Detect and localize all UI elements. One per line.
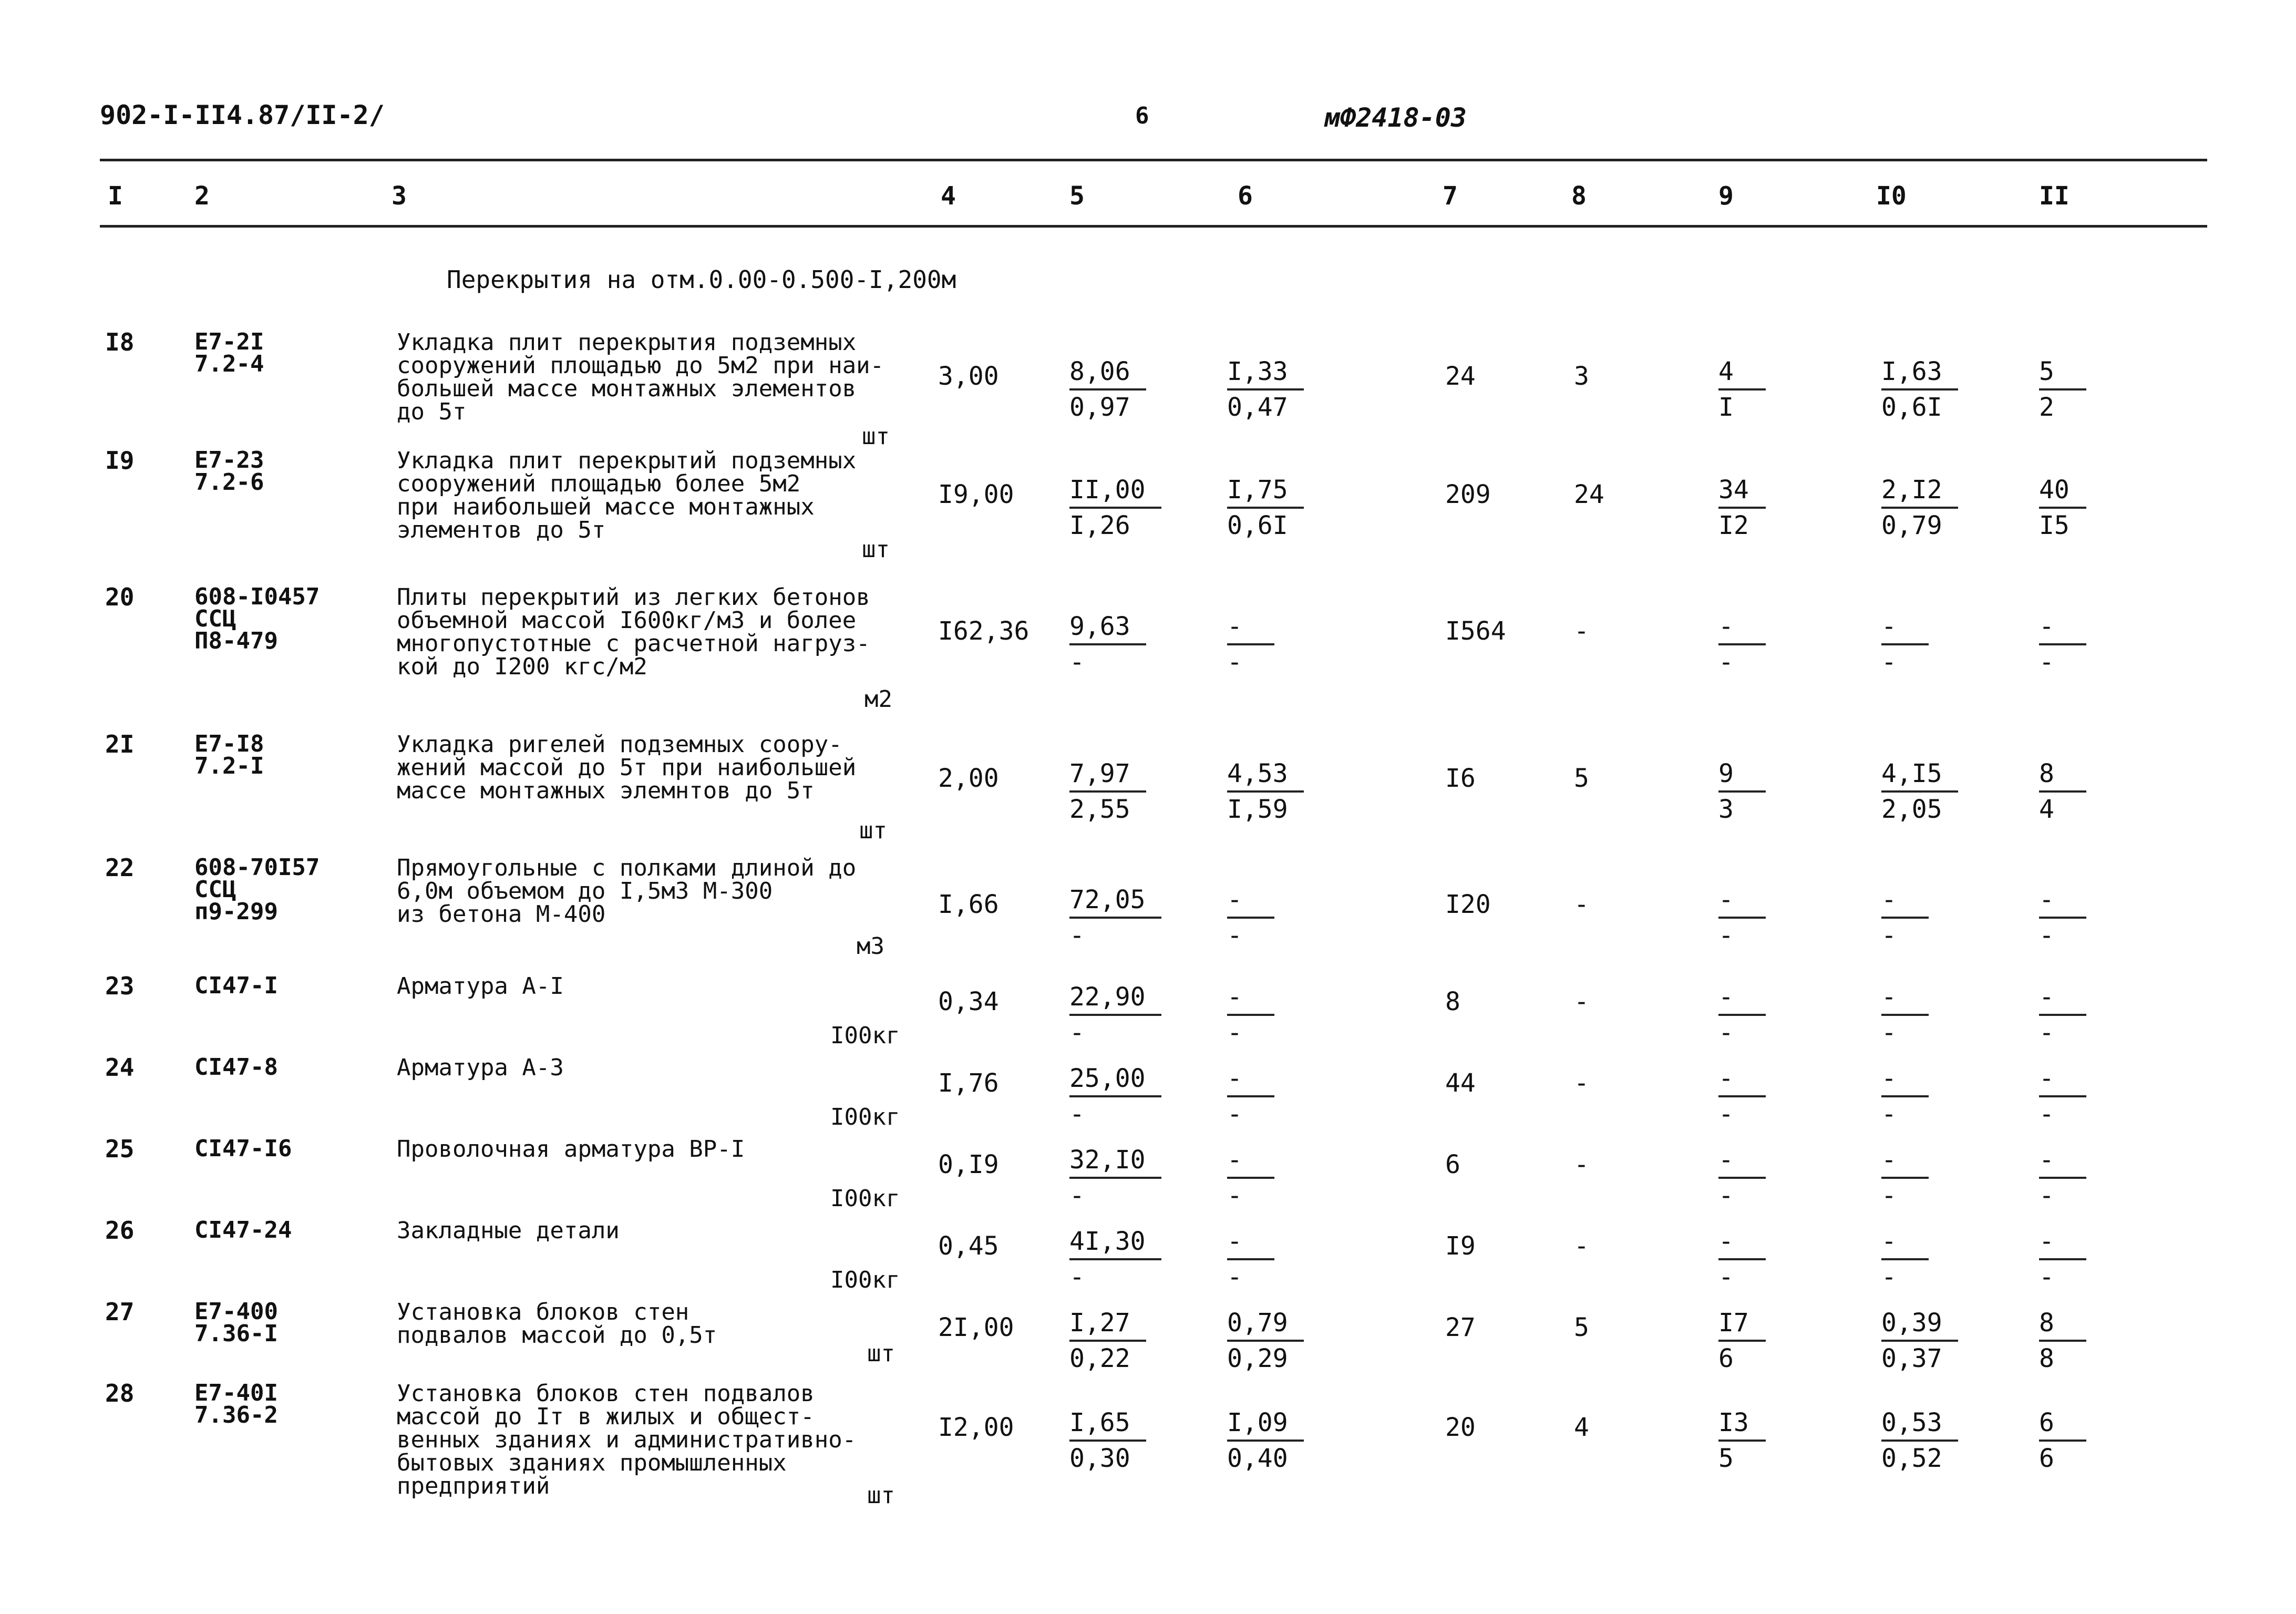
price-code: E7-40I 7.36-2 <box>194 1380 278 1428</box>
wage-total: - <box>1574 987 1589 1016</box>
total-cost: 209 <box>1445 480 1491 509</box>
fraction-denominator: I2 <box>1718 511 1749 540</box>
fraction-v10 <box>1881 980 1929 1050</box>
fraction-numerator: - <box>1718 610 1766 645</box>
fraction-denominator: - <box>1069 1099 1085 1129</box>
fraction-numerator: - <box>1881 610 1929 645</box>
total-cost: 6 <box>1445 1150 1460 1179</box>
total-cost: I20 <box>1445 890 1491 919</box>
fraction-numerator: - <box>1718 980 1766 1016</box>
fraction-v9 <box>1718 980 1766 1050</box>
column-number-7: 7 <box>1443 181 1458 211</box>
fraction-denominator: 4 <box>2039 795 2054 824</box>
quantity: I9,00 <box>938 480 1014 509</box>
fraction-denominator: - <box>1881 1099 1897 1129</box>
fraction-numerator: I3 <box>1718 1406 1766 1442</box>
fraction-numerator: - <box>1718 1062 1766 1097</box>
fraction-numerator: 8 <box>2039 757 2086 793</box>
fraction-denominator: - <box>1718 1181 1734 1210</box>
fraction-numerator: - <box>1227 1143 1274 1179</box>
unit-of-measure: шт <box>867 1340 895 1367</box>
fraction-v10 <box>1881 1306 1958 1375</box>
total-cost: I6 <box>1445 764 1476 793</box>
fraction-v9 <box>1718 610 1766 679</box>
wage-total: 24 <box>1574 480 1604 509</box>
fraction-numerator: 0,53 <box>1881 1406 1958 1442</box>
quantity: 0,34 <box>938 987 999 1016</box>
wage-total: 4 <box>1574 1413 1589 1442</box>
fraction-numerator: - <box>1227 610 1274 645</box>
fraction-numerator: 2,I2 <box>1881 473 1958 509</box>
column-number-4: 4 <box>941 181 956 211</box>
fraction-numerator: I,27 <box>1069 1306 1146 1342</box>
price-code: CI47-24 <box>194 1217 292 1243</box>
fraction-v9 <box>1718 1406 1766 1475</box>
price-code: CI47-8 <box>194 1054 278 1081</box>
fraction-denominator: 3 <box>1718 795 1734 824</box>
work-description: Укладка плит перекрытия подземных сооружений площадью до 5м2 при наи- большей массе монтажных элементов до 5т <box>397 329 884 425</box>
fraction-denominator: 0,40 <box>1227 1444 1288 1473</box>
fraction-denominator: - <box>1881 1262 1897 1292</box>
fraction-v5 <box>1069 1406 1146 1475</box>
fraction-denominator: - <box>2039 1099 2054 1129</box>
fraction-numerator: - <box>1881 1143 1929 1179</box>
section-title: Перекрытия на отм.0.00-0.500-I,200м <box>447 265 956 294</box>
fraction-numerator: I,09 <box>1227 1406 1304 1442</box>
fraction-denominator: 5 <box>1718 1444 1734 1473</box>
unit-of-measure: м2 <box>864 686 892 713</box>
unit-of-measure: I00кг <box>830 1267 900 1293</box>
fraction-denominator: 0,30 <box>1069 1444 1130 1473</box>
fraction-denominator: 0,52 <box>1881 1444 1942 1473</box>
fraction-v9 <box>1718 1143 1766 1212</box>
row-number: 2I <box>105 730 135 758</box>
fraction-numerator: 25,00 <box>1069 1062 1161 1097</box>
fraction-denominator: 0,97 <box>1069 393 1130 422</box>
column-number-1: I <box>108 181 123 211</box>
column-number-6: 6 <box>1238 181 1253 211</box>
fraction-numerator: 0,79 <box>1227 1306 1304 1342</box>
unit-of-measure: шт <box>862 423 890 450</box>
fraction-numerator: 32,I0 <box>1069 1143 1161 1179</box>
fraction-numerator: - <box>1881 980 1929 1016</box>
quantity: 2,00 <box>938 764 999 793</box>
fraction-denominator: I5 <box>2039 511 2070 540</box>
fraction-v6 <box>1227 1406 1304 1475</box>
fraction-v5 <box>1069 883 1161 952</box>
quantity: 3,00 <box>938 362 999 391</box>
fraction-denominator: I <box>1718 393 1734 422</box>
fraction-numerator: - <box>1881 883 1929 919</box>
fraction-v11 <box>2039 883 2086 952</box>
fraction-denominator: - <box>1227 647 1242 677</box>
document-code: 902-I-II4.87/II-2/ <box>100 100 385 130</box>
fraction-denominator: 6 <box>1718 1344 1734 1373</box>
fraction-numerator: 72,05 <box>1069 883 1161 919</box>
fraction-v6 <box>1227 1225 1274 1294</box>
row-number: 20 <box>105 583 135 611</box>
fraction-v9 <box>1718 757 1766 826</box>
fraction-v6 <box>1227 1143 1274 1212</box>
fraction-denominator: - <box>1069 921 1085 950</box>
fraction-v5 <box>1069 473 1161 542</box>
fraction-denominator: - <box>1881 921 1897 950</box>
work-description: Плиты перекрытий из легких бетонов объемной массой I600кг/м3 и более многопустотные с расчетной нагруз- кой до I200 кгс/м2 <box>397 584 870 680</box>
column-number-5: 5 <box>1069 181 1085 211</box>
fraction-v10 <box>1881 1225 1929 1294</box>
fraction-denominator: 0,29 <box>1227 1344 1288 1373</box>
unit-of-measure: шт <box>859 817 887 844</box>
fraction-numerator: - <box>2039 1062 2086 1097</box>
fraction-v11 <box>2039 1406 2086 1475</box>
quantity: I62,36 <box>938 616 1029 646</box>
quantity: 0,I9 <box>938 1150 999 1179</box>
fraction-v6 <box>1227 1306 1304 1375</box>
fraction-numerator: 9,63 <box>1069 610 1146 645</box>
fraction-v6 <box>1227 610 1274 679</box>
total-cost: I9 <box>1445 1231 1476 1261</box>
fraction-denominator: 0,6I <box>1881 393 1942 422</box>
fraction-v6 <box>1227 355 1304 424</box>
fraction-numerator: 4,53 <box>1227 757 1304 793</box>
fraction-v11 <box>2039 610 2086 679</box>
fraction-v11 <box>2039 1306 2086 1375</box>
fraction-denominator: - <box>1069 1262 1085 1292</box>
price-code: CI47-I <box>194 972 278 999</box>
wage-total: - <box>1574 1150 1589 1179</box>
fraction-denominator: - <box>1227 1099 1242 1129</box>
fraction-v6 <box>1227 883 1274 952</box>
unit-of-measure: I00кг <box>830 1022 900 1049</box>
fraction-numerator: I7 <box>1718 1306 1766 1342</box>
fraction-denominator: 2 <box>2039 393 2054 422</box>
price-code: E7-2I 7.2-4 <box>194 328 264 377</box>
price-code: 608-70I57 ССЦ п9-299 <box>194 854 320 925</box>
fraction-v9 <box>1718 883 1766 952</box>
fraction-numerator: I,75 <box>1227 473 1304 509</box>
fraction-v6 <box>1227 473 1304 542</box>
fraction-v10 <box>1881 1062 1929 1131</box>
fraction-v5 <box>1069 1225 1161 1294</box>
fraction-v9 <box>1718 355 1766 424</box>
fraction-numerator: 22,90 <box>1069 980 1161 1016</box>
work-description: Прямоугольные с полками длиной до 6,0м объемом до I,5м3 М-300 из бетона М-400 <box>397 855 857 928</box>
fraction-v10 <box>1881 1406 1958 1475</box>
price-code: 608-I0457 ССЦ П8-479 <box>194 583 320 654</box>
fraction-numerator: - <box>2039 1143 2086 1179</box>
quantity: 0,45 <box>938 1231 999 1261</box>
fraction-v9 <box>1718 1062 1766 1131</box>
total-cost: 20 <box>1445 1413 1476 1442</box>
fraction-denominator: - <box>1718 1099 1734 1129</box>
row-number: 27 <box>105 1298 135 1326</box>
work-description: Укладка плит перекрытий подземных сооружений площадью более 5м2 при наибольшей массе монтажных элементов до 5т <box>397 447 857 543</box>
fraction-numerator: 4 <box>1718 355 1766 390</box>
fraction-v5 <box>1069 757 1146 826</box>
fraction-numerator: 9 <box>1718 757 1766 793</box>
fraction-numerator: II,00 <box>1069 473 1161 509</box>
fraction-denominator: - <box>2039 921 2054 950</box>
column-number-10: I0 <box>1876 181 1907 211</box>
fraction-denominator: - <box>1881 647 1897 677</box>
fraction-numerator: - <box>1881 1225 1929 1260</box>
fraction-denominator: 0,22 <box>1069 1344 1130 1373</box>
fraction-numerator: 40 <box>2039 473 2086 509</box>
fraction-v5 <box>1069 355 1146 424</box>
fraction-denominator: 2,05 <box>1881 795 1942 824</box>
price-code: E7-400 7.36-I <box>194 1298 278 1347</box>
work-description: Установка блоков стен подвалов массой до 0,5т <box>397 1299 717 1349</box>
work-description: Проволочная арматура ВР-I <box>397 1136 745 1163</box>
fraction-numerator: - <box>1227 883 1274 919</box>
fraction-numerator: 7,97 <box>1069 757 1146 793</box>
fraction-denominator: - <box>1227 1018 1242 1047</box>
table-header-rule <box>100 225 2207 228</box>
total-cost: 8 <box>1445 987 1460 1016</box>
fraction-numerator: - <box>2039 883 2086 919</box>
work-description: Закладные детали <box>397 1217 620 1244</box>
fraction-denominator: I,59 <box>1227 795 1288 824</box>
price-code: E7-I8 7.2-I <box>194 731 264 779</box>
fraction-numerator: I,65 <box>1069 1406 1146 1442</box>
fraction-v10 <box>1881 610 1929 679</box>
fraction-denominator: 2,55 <box>1069 795 1130 824</box>
fraction-denominator: - <box>1881 1018 1897 1047</box>
fraction-numerator: 34 <box>1718 473 1766 509</box>
fraction-numerator: 6 <box>2039 1406 2086 1442</box>
wage-total: - <box>1574 1231 1589 1261</box>
wage-total: 5 <box>1574 1313 1589 1342</box>
fraction-numerator: - <box>1718 1143 1766 1179</box>
album-code: мФ2418-03 <box>1324 102 1467 133</box>
row-number: I9 <box>105 446 135 475</box>
work-description: Установка блоков стен подвалов массой до Iт в жилых и общест- венных зданиях и административно- бытовых зданиях промышленных предприятий <box>397 1380 857 1499</box>
fraction-v6 <box>1227 757 1304 826</box>
fraction-denominator: - <box>1227 1262 1242 1292</box>
fraction-v11 <box>2039 757 2086 826</box>
fraction-denominator: 0,79 <box>1881 511 1942 540</box>
fraction-denominator: - <box>1227 1181 1242 1210</box>
wage-total: 3 <box>1574 362 1589 391</box>
fraction-v5 <box>1069 980 1161 1050</box>
fraction-v5 <box>1069 1306 1146 1375</box>
quantity: I,76 <box>938 1068 999 1098</box>
fraction-v10 <box>1881 883 1929 952</box>
fraction-numerator: - <box>2039 610 2086 645</box>
fraction-v11 <box>2039 473 2086 542</box>
fraction-denominator: - <box>1069 647 1085 677</box>
fraction-numerator: - <box>1718 883 1766 919</box>
fraction-v11 <box>2039 355 2086 424</box>
quantity: 2I,00 <box>938 1313 1014 1342</box>
fraction-denominator: - <box>1069 1018 1085 1047</box>
fraction-v10 <box>1881 473 1958 542</box>
fraction-denominator: - <box>2039 1018 2054 1047</box>
fraction-denominator: 0,37 <box>1881 1344 1942 1373</box>
fraction-v5 <box>1069 1143 1161 1212</box>
page-number: 6 <box>1135 102 1149 129</box>
fraction-numerator: I,63 <box>1881 355 1958 390</box>
work-description: Арматура А-I <box>397 973 564 1000</box>
row-number: 25 <box>105 1135 135 1163</box>
fraction-numerator: I,33 <box>1227 355 1304 390</box>
fraction-denominator: - <box>2039 1262 2054 1292</box>
fraction-numerator: - <box>1227 980 1274 1016</box>
fraction-numerator: 8,06 <box>1069 355 1146 390</box>
fraction-denominator: - <box>1718 921 1734 950</box>
fraction-denominator: 8 <box>2039 1344 2054 1373</box>
wage-total: 5 <box>1574 764 1589 793</box>
fraction-v9 <box>1718 1306 1766 1375</box>
column-number-9: 9 <box>1718 181 1734 211</box>
fraction-numerator: - <box>1718 1225 1766 1260</box>
fraction-numerator: - <box>2039 1225 2086 1260</box>
fraction-denominator: - <box>2039 647 2054 677</box>
total-cost: 27 <box>1445 1313 1476 1342</box>
total-cost: 44 <box>1445 1068 1476 1098</box>
fraction-v11 <box>2039 1143 2086 1212</box>
fraction-v9 <box>1718 1225 1766 1294</box>
fraction-numerator: 8 <box>2039 1306 2086 1342</box>
fraction-numerator: 4I,30 <box>1069 1225 1161 1260</box>
quantity: I2,00 <box>938 1413 1014 1442</box>
fraction-numerator: 5 <box>2039 355 2086 390</box>
fraction-denominator: - <box>1069 1181 1085 1210</box>
fraction-denominator: - <box>1718 1018 1734 1047</box>
fraction-numerator: - <box>2039 980 2086 1016</box>
table-top-rule <box>100 159 2207 161</box>
fraction-denominator: - <box>1881 1181 1897 1210</box>
fraction-numerator: - <box>1227 1225 1274 1260</box>
fraction-numerator: - <box>1227 1062 1274 1097</box>
unit-of-measure: шт <box>862 536 890 563</box>
fraction-v10 <box>1881 757 1958 826</box>
row-number: 22 <box>105 854 135 882</box>
fraction-numerator: 4,I5 <box>1881 757 1958 793</box>
fraction-denominator: - <box>1227 921 1242 950</box>
total-cost: I564 <box>1445 616 1506 646</box>
wage-total: - <box>1574 890 1589 919</box>
quantity: I,66 <box>938 890 999 919</box>
unit-of-measure: I00кг <box>830 1104 900 1130</box>
fraction-numerator: 0,39 <box>1881 1306 1958 1342</box>
fraction-v5 <box>1069 1062 1161 1131</box>
total-cost: 24 <box>1445 362 1476 391</box>
fraction-denominator: 6 <box>2039 1444 2054 1473</box>
fraction-denominator: 0,6I <box>1227 511 1288 540</box>
fraction-numerator: - <box>1881 1062 1929 1097</box>
row-number: 24 <box>105 1053 135 1082</box>
price-code: CI47-I6 <box>194 1135 292 1162</box>
fraction-v10 <box>1881 355 1958 424</box>
fraction-denominator: - <box>2039 1181 2054 1210</box>
column-number-8: 8 <box>1571 181 1587 211</box>
unit-of-measure: I00кг <box>830 1185 900 1212</box>
fraction-v11 <box>2039 1062 2086 1131</box>
unit-of-measure: м3 <box>857 933 884 960</box>
column-number-11: II <box>2039 181 2070 211</box>
fraction-denominator: - <box>1718 1262 1734 1292</box>
row-number: 28 <box>105 1379 135 1407</box>
work-description: Укладка ригелей подземных соору- жений массой до 5т при наибольшей массе монтажных элемнтов до 5т <box>397 731 857 804</box>
fraction-denominator: I,26 <box>1069 511 1130 540</box>
work-description: Арматура А-3 <box>397 1054 564 1081</box>
fraction-v6 <box>1227 1062 1274 1131</box>
price-code: E7-23 7.2-6 <box>194 447 264 496</box>
column-number-2: 2 <box>194 181 210 211</box>
column-number-3: 3 <box>392 181 407 211</box>
fraction-v11 <box>2039 1225 2086 1294</box>
row-number: 23 <box>105 972 135 1000</box>
fraction-v10 <box>1881 1143 1929 1212</box>
fraction-v6 <box>1227 980 1274 1050</box>
fraction-v11 <box>2039 980 2086 1050</box>
wage-total: - <box>1574 1068 1589 1098</box>
fraction-v9 <box>1718 473 1766 542</box>
fraction-denominator: - <box>1718 647 1734 677</box>
fraction-v5 <box>1069 610 1146 679</box>
unit-of-measure: шт <box>867 1482 895 1509</box>
fraction-denominator: 0,47 <box>1227 393 1288 422</box>
row-number: I8 <box>105 328 135 356</box>
row-number: 26 <box>105 1216 135 1245</box>
wage-total: - <box>1574 616 1589 646</box>
